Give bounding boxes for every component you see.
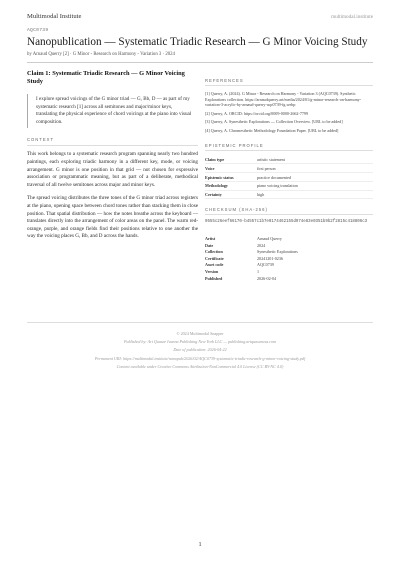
row-key: Methodology xyxy=(205,181,257,190)
row-value: 20241201-0236 xyxy=(257,255,283,261)
table-row xyxy=(205,156,373,164)
table-row xyxy=(205,181,373,190)
row-value: artistic statement xyxy=(257,156,373,164)
epistemic-label: EPISTEMIC PROFILE xyxy=(205,143,373,151)
artwork-table xyxy=(205,235,373,281)
header-divider xyxy=(27,62,373,63)
table-row xyxy=(205,242,373,249)
page-title: Nanopublication — Systematic Triadic Research — G Minor Voicing Study xyxy=(27,36,368,48)
references-label: REFERENCES xyxy=(205,78,373,86)
claim-heading: Claim 1: Systematic Triadic Research — G Minor Voicing Study xyxy=(27,70,185,85)
institute-name: Multimodal Institute xyxy=(27,13,82,20)
abstract-quote: I explore spread voicings of the G minor triad — G, Bb, D — as part of my systematic research [1] across all semitones and major/minor keys, translating the physical experience of chord voicings at the piano into visual composition. xyxy=(27,94,198,128)
table-row xyxy=(205,173,373,182)
checksum-value: 0555c26eef66170-b4557c1b7e0174462155d974e83e0351b9b2f2815c418806c3 xyxy=(205,220,368,225)
footer-copyright: © 2024 Multimodal Snapper xyxy=(176,331,224,336)
sidebar xyxy=(205,78,373,289)
institute-domain[interactable]: multimodal.institute xyxy=(331,14,373,20)
asset-code: AQC0739 xyxy=(27,28,49,33)
row-key: Claim type xyxy=(205,156,257,164)
table-row xyxy=(205,262,373,269)
reference-item: [4] Querry, A. Chromesthetic Methodology Foundation Paper. [URL to be added] xyxy=(205,127,339,133)
row-key: Certainty xyxy=(205,190,257,199)
table-row xyxy=(205,248,373,255)
reference-item[interactable]: [1] Querry, A. (2024). G Minor - Research on Harmony - Variation 3 (AQC0739). Synthetic Explorations collection. https://arnaudquerry.art/media/2024/01/g-minor-research-on-harmony-variation-3-acrylic-by-arnaud-querry-aqc0739-fg.webp xyxy=(205,91,362,108)
row-value: piano voicing translation xyxy=(257,181,373,190)
table-row xyxy=(205,275,373,282)
epistemic-table xyxy=(205,156,373,200)
byline: by Arnaud Querry [2] · G Minor - Research on Harmony - Variation 3 · 2024 xyxy=(27,52,175,57)
row-value: first person xyxy=(257,164,373,173)
row-value: 1 xyxy=(257,269,260,275)
table-row xyxy=(205,164,373,173)
row-key: Version xyxy=(205,269,219,275)
context-paragraph-2: The spread voicing distributes the three tones of the G minor triad across registers at the piano, opening space between chord tones rather than stacking them in close position. That spatial distribution — how the notes breathe across the keyboard — translates directly into the arrangement of color areas on the panel. The warm red-orange, purple, and orange fields find their positions relative to one another the way the voicing places G, Bb, and D across the hands. xyxy=(27,195,198,240)
row-value: practice documented xyxy=(257,173,373,182)
row-key: Epistemic status xyxy=(205,173,257,182)
row-key: Certificate xyxy=(205,255,224,261)
row-key: Asset code xyxy=(205,262,224,268)
context-paragraph-1: This work belongs to a systematic research program spanning nearly two hundred paintings, each exploring triadic harmony in a different key, mode, or voicing arrangement. G minor is one position in that grid — not chosen for expressive association or programmatic meaning, but as part of a deliberate, methodical traversal of all twelve semitones across major and minor keys. xyxy=(27,151,198,188)
main-column xyxy=(27,70,198,247)
row-value: high xyxy=(257,190,373,199)
row-key: Voice xyxy=(205,164,257,173)
reference-item[interactable]: [2] Querry, A. ORCID: https://orcid.org/0009-0000-2662-7799 xyxy=(205,110,309,116)
row-value: AQC0739 xyxy=(257,262,274,268)
footer-divider xyxy=(27,322,373,323)
table-row xyxy=(205,190,373,199)
top-bar xyxy=(27,13,373,23)
row-value: Arnaud Querry xyxy=(257,236,282,242)
checksum-label: CHECKSUM (SHA-256) xyxy=(205,207,373,215)
row-key: Collection xyxy=(205,249,223,255)
footer-date: Date of publication: 2026-04-22 xyxy=(173,347,227,353)
table-row xyxy=(205,268,373,275)
table-row xyxy=(205,235,373,242)
table-row xyxy=(205,255,373,262)
row-value: Synesthetic Explorations xyxy=(257,249,298,255)
reference-item: [3] Querry, A. Synesthetic Explorations — Collection Overview. [URL to be added] xyxy=(205,119,343,125)
context-label: CONTEXT xyxy=(27,137,198,146)
row-value: 2024 xyxy=(257,242,266,248)
row-key: Artist xyxy=(205,236,216,242)
footer-permanent-uri[interactable]: Permanent URI: https://multimodal.institute/nanopub/2026/02/AQC0739-systematic-triadic-research-g-minor-voicing-study.pdf xyxy=(94,355,306,361)
footer xyxy=(27,330,373,371)
row-value: 2026-02-04 xyxy=(257,275,277,281)
row-key: Date xyxy=(205,242,214,248)
page-number: 1 xyxy=(198,541,202,548)
row-key: Published xyxy=(205,275,223,281)
footer-license: Content available under Creative Commons Attribution-NonCommercial 4.0 License (CC BY-NC 4.0) xyxy=(116,363,284,369)
footer-publisher: Published by: Art Quasar Ivanna Publishing New York LLC — publishing.artquasarusa.com xyxy=(124,339,276,345)
